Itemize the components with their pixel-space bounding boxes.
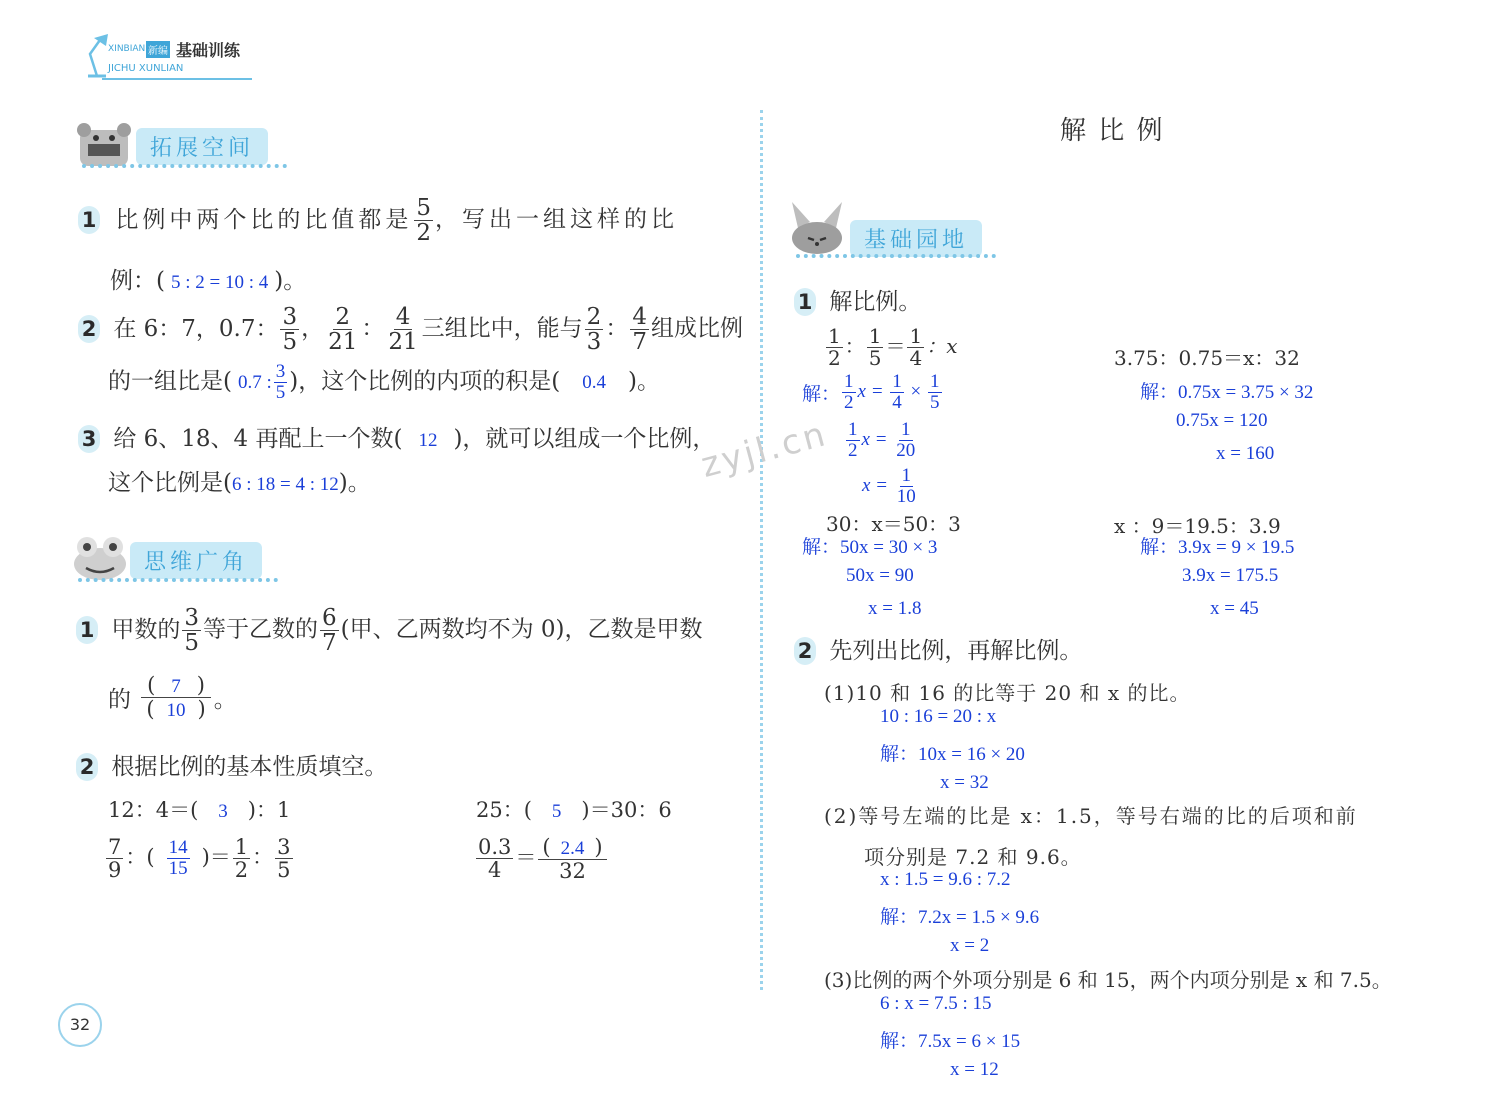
question-text-b: ，写出一组这样的比	[434, 206, 678, 233]
fraction: $\frac{5}{2}$	[416, 195, 431, 247]
solution-b-step3: x = 160	[1216, 443, 1275, 464]
expand-question-2: 2 在 6：7，0.7： $\frac{3}{5}$ ， $\frac{2}{21}$ ： $\frac{4}{21}$ 三组比中，能与 $\frac{2}{3}$ ： $\frac{4}{7}$ 组成比例	[78, 305, 743, 354]
banner-dots	[78, 578, 278, 582]
section-banner-expand	[74, 120, 289, 175]
solution-c-step1: 解：50x = 30 × 3	[802, 537, 938, 558]
question-number: 1	[794, 288, 816, 316]
subquestion-1: (1)10 和 16 的比等于 20 和 x 的比。	[824, 681, 1191, 705]
question-number: 2	[794, 637, 816, 665]
proportion-b: 3.75：0.75＝x：32	[1114, 346, 1300, 370]
logo-title: 基础训练	[176, 41, 241, 60]
question-text: 比例中两个比的比值都是	[115, 206, 413, 233]
expand-question-2-line2: 的一组比是( 0.7 : $\frac{3}{5}$ )，这个比例的内项的积是( 0.4 )。	[108, 361, 660, 403]
subquestion-2-line1: (2)等号左端的比是 x：1.5，等号右端的比的后项和前	[824, 804, 1358, 828]
basics-question-2: 2 先列出比例，再解比例。	[794, 632, 1082, 665]
subquestion-2-step1: 解：7.2x = 1.5 × 9.6	[880, 907, 1040, 928]
solution-a-step3: x = $\frac{1}{10}$	[862, 465, 916, 507]
answer-e3: $\frac{14}{15}$	[168, 837, 188, 880]
proportion-d: x ：9＝19.5：3.9	[1114, 514, 1281, 538]
proportion-c: 30：x＝50：3	[826, 512, 961, 536]
section-banner-basics	[788, 200, 1003, 260]
expand-question-1-line2: 例：( 5 : 2 = 10 : 4 )。	[110, 268, 307, 294]
solution-a-step1: 解： $\frac{1}{2}$ x = $\frac{1}{4}$ × $\frac{1}{5}$	[802, 371, 940, 413]
answer-numerator: 7	[171, 676, 181, 697]
logo-top-text: XINBIAN	[108, 44, 146, 54]
section-title-thinking: 思维广角	[130, 542, 262, 579]
page-title: 解 比 例	[1060, 116, 1165, 146]
answer-e1: 3	[218, 801, 228, 822]
page-number: 32	[58, 1003, 102, 1047]
answer-q2-product: 0.4	[582, 372, 606, 394]
question-number: 2	[78, 315, 100, 343]
question-number: 1	[78, 206, 100, 234]
expand-question-3-line2: 这个比例是(6 : 18 = 4 : 12)。	[108, 470, 371, 496]
solution-c-step2: 50x = 90	[846, 565, 914, 586]
answer-q2-frac: $\frac{3}{5}$	[275, 361, 286, 403]
subquestion-1-step1: 解：10x = 16 × 20	[880, 744, 1025, 765]
watermark: zyjl.cn	[697, 413, 832, 487]
solution-d-step2: 3.9x = 175.5	[1182, 565, 1279, 586]
logo-bottom-text: JICHU XUNLIAN	[108, 63, 184, 74]
thinking-question-1-line2: 的 $\frac{( 7 )}{( 10 )}$ 。	[108, 673, 237, 721]
question-number: 2	[76, 753, 98, 781]
question-number: 1	[76, 616, 98, 644]
subquestion-2-proportion: x : 1.5 = 9.6 : 7.2	[880, 869, 1011, 890]
fill-expression-3: $\frac{7}{9}$ ：( $\frac{14}{15}$ )＝ $\frac{1}{2}$ ： $\frac{3}{5}$	[108, 835, 291, 883]
logo-tag: 新编	[146, 41, 170, 58]
fill-expression-4: $\frac{0.3}{4}$ ＝ $\frac{( 2.4 )}{32}$	[474, 836, 609, 882]
solution-c-step3: x = 1.8	[868, 598, 922, 619]
question-number: 3	[78, 425, 100, 453]
rabbit-icon	[788, 200, 846, 256]
subquestion-1-proportion: 10 : 16 = 20 : x	[880, 706, 997, 727]
subquestion-2-step2: x = 2	[950, 935, 990, 956]
solution-b-step2: 0.75x = 120	[1176, 410, 1268, 431]
fill-expression-2: 25：( 5 )＝30：6	[476, 798, 672, 822]
subquestion-2-line2: 项分别是 7.2 和 9.6。	[864, 845, 1082, 869]
expand-question-3: 3 给 6、18、4 再配上一个数( 12 )，就可以组成一个比例，	[78, 420, 715, 453]
expand-question-1	[78, 196, 738, 245]
answer-q1: 5 : 2 = 10 : 4	[170, 272, 269, 293]
subquestion-1-step2: x = 32	[940, 772, 989, 793]
solution-a-step2: $\frac{1}{2}$ x = $\frac{1}{20}$	[848, 419, 916, 461]
solution-d-step1: 解：3.9x = 9 × 19.5	[1140, 537, 1295, 558]
subquestion-3-proportion: 6 : x = 7.5 : 15	[880, 993, 992, 1014]
answer-e2: 5	[551, 801, 562, 822]
section-title-basics: 基础园地	[850, 220, 982, 257]
logo-underline	[102, 78, 252, 80]
header-logo	[82, 30, 257, 82]
answer-denominator: 10	[166, 699, 186, 721]
banner-dots	[82, 164, 287, 168]
proportion-a: $\frac{1}{2}$ ： $\frac{1}{5}$ ＝ $\frac{1}{4}$ ：x	[828, 324, 958, 370]
subquestion-3: (3)比例的两个外项分别是 6 和 15，两个内项分别是 x 和 7.5。	[824, 968, 1392, 992]
banner-dots	[796, 254, 996, 258]
section-banner-thinking	[72, 532, 287, 587]
basics-question-1: 1 解比例。	[794, 283, 921, 316]
solution-d-step3: x = 45	[1210, 598, 1259, 619]
thinking-question-1: 1 甲数的 $\frac{3}{5}$ 等于乙数的 $\frac{6}{7}$ (甲、乙两数均不为 0)，乙数是甲数	[76, 606, 746, 655]
answer-q3-number: 12	[418, 430, 438, 451]
thinking-question-2: 2 根据比例的基本性质填空。	[76, 748, 387, 781]
answer-fraction: $\frac{( 7 )}{( 10 )}$	[140, 674, 211, 721]
subquestion-3-step2: x = 12	[950, 1059, 999, 1080]
center-divider	[760, 110, 763, 990]
answer-q2-ratio: 0.7 :	[237, 372, 272, 394]
section-title-expand: 拓展空间	[136, 128, 268, 165]
frog-icon	[72, 534, 128, 582]
bear-icon	[74, 122, 134, 170]
subquestion-3-step1: 解：7.5x = 6 × 15	[880, 1031, 1021, 1052]
solution-b-step1: 解：0.75x = 3.75 × 32	[1140, 382, 1314, 403]
answer-e4: $\frac{( 2.4 )}{32}$	[538, 836, 606, 882]
answer-q3-proportion: 6 : 18 = 4 : 12	[231, 474, 339, 495]
fill-expression-1: 12：4＝( 3 )：1	[108, 798, 291, 822]
